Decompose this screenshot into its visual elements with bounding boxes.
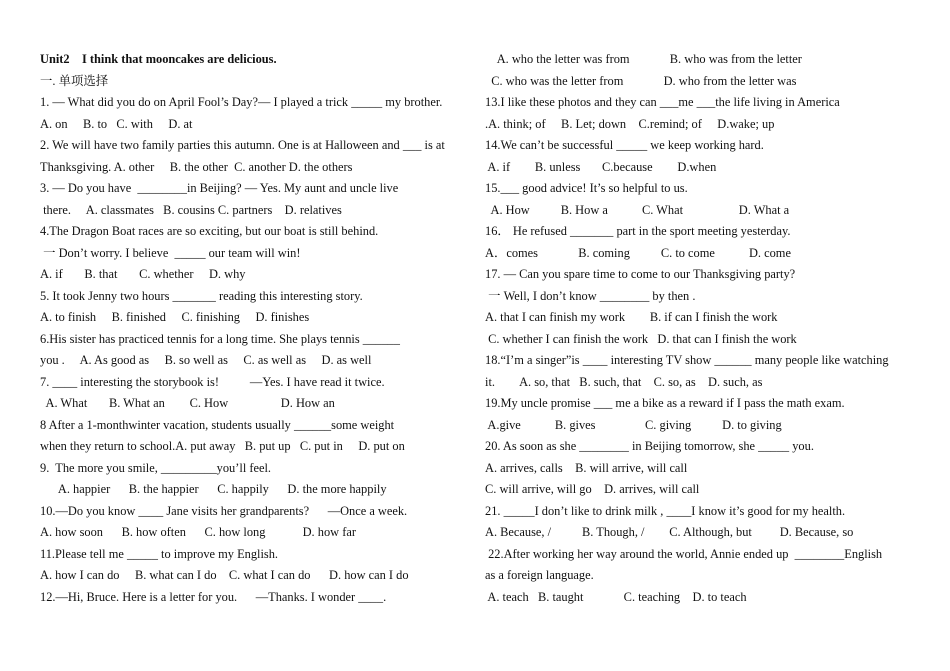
- text-line: 7. ____ interesting the storybook is! —Yes. I have read it twice.: [40, 374, 385, 389]
- text-line: 一 Don’t worry. I believe _____ our team will win!: [40, 245, 301, 260]
- left-column: [40, 49, 472, 608]
- text-line: 14.We can’t be successful _____ we keep working hard.: [485, 138, 764, 152]
- text-line: 19.My uncle promise ___ me a bike as a reward if I pass the math exam.: [485, 396, 845, 410]
- text-line: 15.___ good advice! It’s so helpful to us.: [485, 181, 688, 195]
- text-line: Thanksgiving. A. other B. the other C. another D. the others: [40, 159, 353, 174]
- text-line: 20. As soon as she ________ in Beijing tomorrow, she _____ you.: [485, 439, 814, 453]
- text-line: A. teach B. taught C. teaching D. to teach: [485, 589, 747, 604]
- text-line: A. happier B. the happier C. happily D. the more happily: [40, 482, 387, 496]
- text-line: A. arrives, calls B. will arrive, will call: [485, 460, 688, 475]
- text-line: 11.Please tell me _____ to improve my English.: [40, 546, 279, 561]
- text-line: C. will arrive, will go D. arrives, will call: [485, 482, 700, 496]
- text-line: as a foreign language.: [485, 568, 594, 582]
- text-line: A. to finish B. finished C. finishing D. finishes: [40, 310, 310, 324]
- text-line: 9. The more you smile, _________you’ll feel.: [40, 460, 272, 475]
- right-column: [485, 49, 915, 608]
- text-line: 5. It took Jenny two hours _______ reading this interesting story.: [40, 288, 363, 303]
- text-line: A.give B. gives C. giving D. to giving: [485, 417, 782, 432]
- text-line: C. who was the letter from D. who from the letter was: [485, 73, 797, 88]
- text-line: it. A. so, that B. such, that C. so, as D. such, as: [485, 374, 763, 389]
- text-line: A. who the letter was from B. who was from the letter: [485, 52, 802, 66]
- text-line: when they return to school.A. put away B. put up C. put in D. put on: [40, 439, 405, 453]
- text-line: 22.After working her way around the world, Annie ended up ________English: [485, 546, 883, 561]
- text-line: A. What B. What an C. How D. How an: [40, 396, 335, 410]
- text-line: 一. 单项选择: [40, 73, 109, 88]
- text-line: 16． He refused _______ part in the sport meeting yesterday.: [485, 224, 791, 238]
- text-line: 13.I like these photos and they can ___me ___the life living in America: [485, 95, 840, 109]
- text-line: 17. — Can you spare time to come to our Thanksgiving party?: [485, 267, 796, 281]
- text-line: 10.—Do you know ____ Jane visits her grandparents? —Once a week.: [40, 503, 408, 518]
- text-line: A. how I can do B. what can I do C. what I can do D. how can I do: [40, 568, 409, 582]
- text-line: 4.The Dragon Boat races are so exciting, but our boat is still behind.: [40, 224, 379, 238]
- text-line: 1. — What did you do on April Fool’s Day?— I played a trick _____ my brother.: [40, 95, 443, 109]
- text-line: 18.“I’m a singer”is ____ interesting TV show ______ many people like watching: [485, 353, 889, 367]
- text-line: A. that I can finish my work B. if can I finish the work: [485, 310, 778, 324]
- text-line: A. on B. to C. with D. at: [40, 116, 193, 131]
- unit-title: Unit2 I think that mooncakes are delicious.: [40, 52, 277, 66]
- text-line: A. how soon B. how often C. how long D. how far: [40, 525, 356, 539]
- text-line: .A. think; of B. Let; down C.remind; of D.wake; up: [485, 116, 775, 131]
- text-line: 8 After a 1-monthwinter vacation, students usually ______some weight: [40, 417, 395, 432]
- text-line: 12.—Hi, Bruce. Here is a letter for you. —Thanks. I wonder ____.: [40, 589, 387, 604]
- text-line: you . A. As good as B. so well as C. as well as D. as well: [40, 353, 372, 367]
- text-line: 21. _____I don’t like to drink milk , ____I know it’s good for my health.: [485, 503, 846, 518]
- text-line: 3. — Do you have ________in Beijing? — Yes. My aunt and uncle live: [40, 181, 399, 195]
- text-line: A. if B. unless C.because D.when: [485, 159, 717, 174]
- text-line: A. if B. that C. whether D. why: [40, 267, 246, 281]
- text-line: A．comes B. coming C. to come D. come: [485, 245, 791, 260]
- text-line: 6.His sister has practiced tennis for a long time. She plays tennis ______: [40, 331, 400, 346]
- text-line: there. A. classmates B. cousins C. partners D. relatives: [40, 202, 342, 217]
- text-line: 2. We will have two family parties this autumn. One is at Halloween and ___ is at: [40, 138, 445, 152]
- text-line: C. whether I can finish the work D. that can I finish the work: [485, 331, 797, 346]
- text-line: A. Because, / B. Though, / C. Although, but D. Because, so: [485, 525, 854, 539]
- text-line: 一 Well, I don’t know ________ by then .: [485, 288, 696, 303]
- text-line: A. How B. How a C. What D. What a: [485, 202, 790, 217]
